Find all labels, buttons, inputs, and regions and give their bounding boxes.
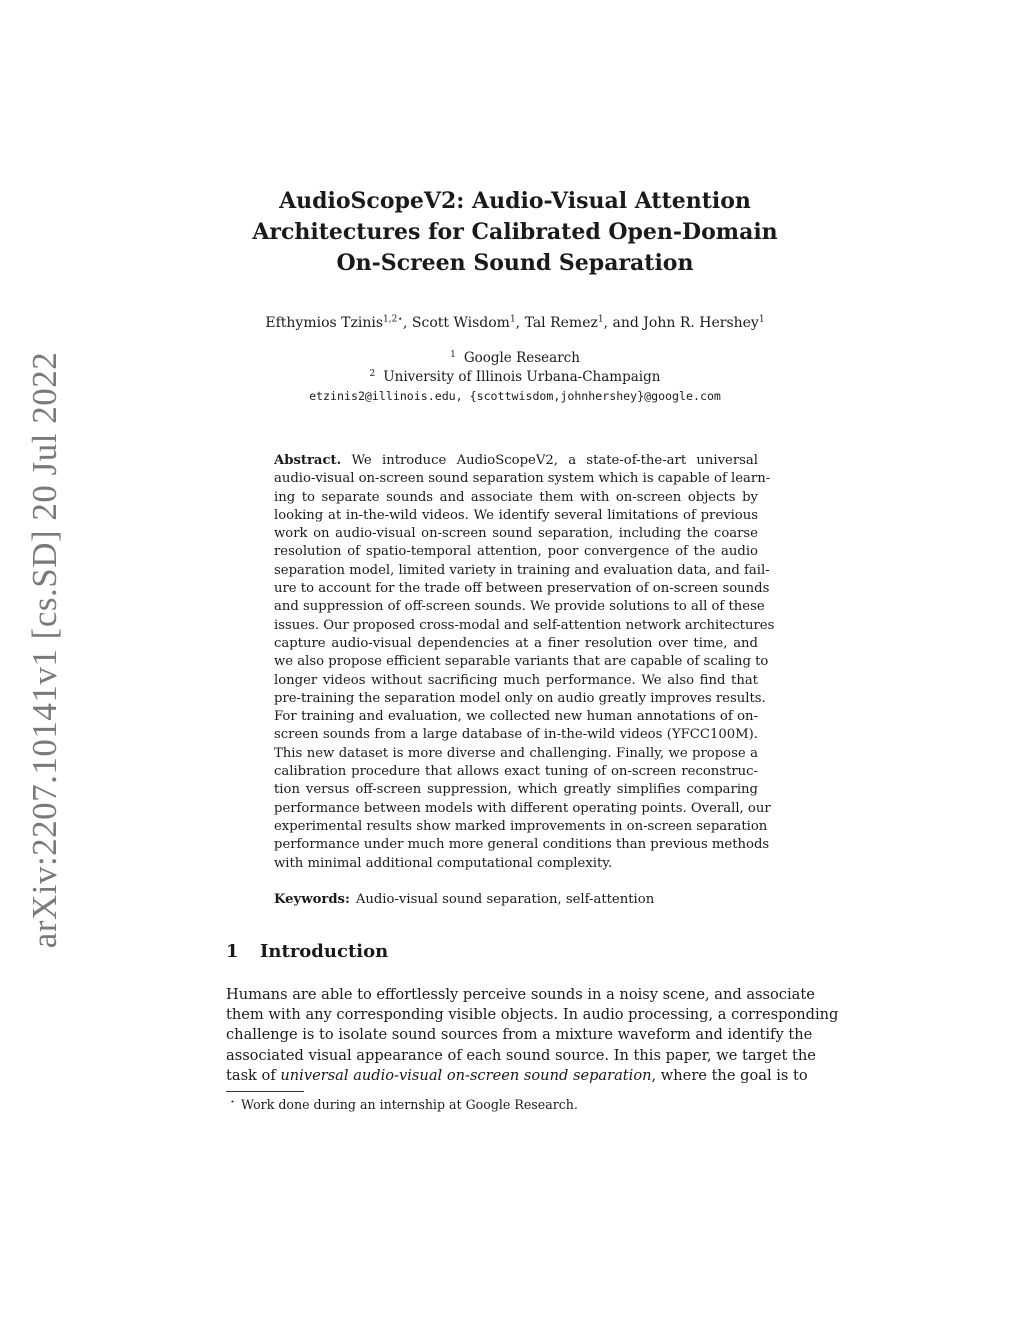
abstract-line bbox=[274, 525, 758, 543]
affiliation-mark: 1 bbox=[450, 349, 456, 360]
abstract-line bbox=[274, 781, 758, 799]
intro-line bbox=[226, 1066, 806, 1086]
intro-emphasis: universal audio-visual on-screen sound separation bbox=[280, 1066, 652, 1084]
abstract-line bbox=[274, 745, 758, 763]
abstract-line bbox=[274, 763, 758, 781]
intro-line: them with any corresponding visible objects. In audio processing, a corresponding bbox=[226, 1006, 839, 1024]
intro-line: challenge is to isolate sound sources from a mixture waveform and identify the bbox=[226, 1026, 813, 1044]
footnote bbox=[230, 1096, 578, 1113]
section-title: Introduction bbox=[260, 941, 389, 962]
abstract-label: Abstract. bbox=[274, 453, 342, 468]
author-affiliation-mark: 1,2⋆ bbox=[383, 314, 403, 325]
footnote-mark: ⋆ bbox=[230, 1096, 236, 1106]
keywords-text: Audio-visual sound separation, self-attention bbox=[355, 892, 655, 907]
section-number: 1 bbox=[226, 941, 239, 962]
author-emails: etzinis2@illinois.edu, {scottwisdom,johnhershey}@google.com bbox=[309, 389, 721, 403]
abstract-line-text: work on audio-visual on-screen sound separation, including the coarse bbox=[274, 526, 758, 542]
abstract-line bbox=[274, 507, 758, 525]
abstract-line-text: This new dataset is more diverse and challenging. Finally, we propose a bbox=[274, 745, 758, 761]
abstract-line-text: we also propose efficient separable variants that are capable of scaling to bbox=[274, 654, 769, 670]
abstract-line bbox=[274, 800, 771, 818]
abstract-line-text: For training and evaluation, we collected new human annotations of on- bbox=[274, 709, 758, 725]
introduction-paragraph bbox=[226, 985, 839, 1086]
footnote-text: Work done during an internship at Google Research. bbox=[241, 1097, 578, 1112]
abstract-line-text: pre-training the separation model only on audio greatly improves results. bbox=[274, 690, 766, 706]
abstract-line-text: longer videos without sacrificing much performance. We also find that bbox=[274, 672, 758, 688]
affiliation-mark: 2 bbox=[369, 368, 376, 379]
author-affiliation-mark: 1 bbox=[758, 314, 765, 325]
section-heading-introduction bbox=[226, 940, 388, 964]
abstract-line bbox=[274, 470, 771, 488]
abstract-line bbox=[274, 598, 765, 616]
abstract-line bbox=[274, 562, 770, 580]
abstract-line bbox=[274, 617, 775, 635]
abstract-line-text: audio-visual on-screen sound separation system which is capable of learn- bbox=[274, 471, 771, 487]
affiliation bbox=[200, 349, 830, 367]
author-affiliation-mark: 1 bbox=[597, 314, 604, 325]
keywords bbox=[274, 891, 758, 909]
abstract-line-text: performance under much more general conditions than previous methods bbox=[274, 837, 770, 853]
affiliation-name: University of Illinois Urbana-Champaign bbox=[383, 369, 661, 385]
abstract-line-text: experimental results show marked improvements in on-screen separation bbox=[274, 818, 768, 834]
abstract-line-text: calibration procedure that allows exact tuning of on-screen reconstruc- bbox=[274, 764, 758, 780]
abstract-line bbox=[274, 489, 758, 507]
abstract-line bbox=[274, 635, 758, 653]
abstract-line bbox=[274, 543, 758, 561]
footnote-rule bbox=[226, 1091, 304, 1092]
abstract bbox=[274, 452, 775, 873]
abstract-line-text: resolution of spatio-temporal attention, poor convergence of the audio bbox=[274, 544, 758, 560]
intro-text: task of bbox=[226, 1066, 281, 1084]
abstract-line-text: capture audio-visual dependencies at a finer resolution over time, and bbox=[274, 635, 758, 651]
intro-line: associated visual appearance of each sound source. In this paper, we target the bbox=[226, 1046, 816, 1064]
abstract-line-text: and suppression of off-screen sounds. We provide solutions to all of these bbox=[274, 599, 765, 615]
author-list bbox=[200, 313, 830, 333]
abstract-line bbox=[274, 690, 766, 708]
abstract-line-text: separation model, limited variety in training and evaluation data, and fail- bbox=[274, 562, 770, 578]
author-separator: , and bbox=[603, 315, 644, 331]
affiliation-name: Google Research bbox=[463, 350, 580, 366]
abstract-line bbox=[274, 726, 758, 744]
title-line: Architectures for Calibrated Open-Domain bbox=[252, 219, 778, 245]
abstract-line-text: We introduce AudioScopeV2, a state-of-the-art universal bbox=[351, 453, 758, 468]
affiliation bbox=[200, 368, 830, 386]
abstract-line bbox=[274, 653, 769, 671]
abstract-line-text: ing to separate sounds and associate them with on-screen objects by bbox=[274, 489, 758, 505]
arxiv-identifier-stamp: arXiv:2207.10141v1 [cs.SD] 20 Jul 2022 bbox=[25, 351, 64, 949]
title-line: AudioScopeV2: Audio-Visual Attention bbox=[279, 188, 751, 214]
keywords-label: Keywords: bbox=[274, 892, 350, 907]
author-name: Tal Remez bbox=[524, 315, 598, 331]
abstract-line-text: tion versus off-screen suppression, which greatly simplifies comparing bbox=[274, 782, 758, 798]
abstract-line bbox=[274, 708, 758, 726]
intro-line: Humans are able to effortlessly perceive sounds in a noisy scene, and associate bbox=[226, 986, 815, 1003]
author-name: Efthymios Tzinis bbox=[265, 315, 384, 331]
author-affiliation-mark: 1 bbox=[509, 314, 516, 325]
intro-text: , where the goal is to bbox=[651, 1066, 808, 1084]
abstract-line bbox=[274, 836, 770, 854]
abstract-line bbox=[274, 855, 758, 873]
author-separator: , bbox=[515, 315, 525, 331]
abstract-line bbox=[274, 672, 758, 690]
abstract-line bbox=[274, 580, 770, 598]
abstract-line-text: issues. Our proposed cross-modal and self-attention network architectures bbox=[274, 617, 775, 633]
abstract-line-text: ure to account for the trade off between preservation of on-screen sounds bbox=[274, 581, 770, 597]
author-separator: , bbox=[402, 315, 412, 331]
abstract-line-text: looking at in-the-wild videos. We identify several limitations of previous bbox=[274, 507, 758, 523]
title-line: On-Screen Sound Separation bbox=[336, 250, 694, 276]
abstract-line-text: screen sounds from a large database of in-the-wild videos (YFCC100M). bbox=[274, 727, 758, 743]
author-name: Scott Wisdom bbox=[411, 315, 510, 331]
abstract-line-text: with minimal additional computational complexity. bbox=[274, 855, 613, 871]
abstract-line-text: performance between models with different operating points. Overall, our bbox=[274, 800, 771, 816]
author-name: John R. Hershey bbox=[643, 315, 759, 331]
abstract-line bbox=[274, 452, 758, 470]
paper-title bbox=[200, 186, 830, 279]
abstract-line bbox=[274, 818, 768, 836]
